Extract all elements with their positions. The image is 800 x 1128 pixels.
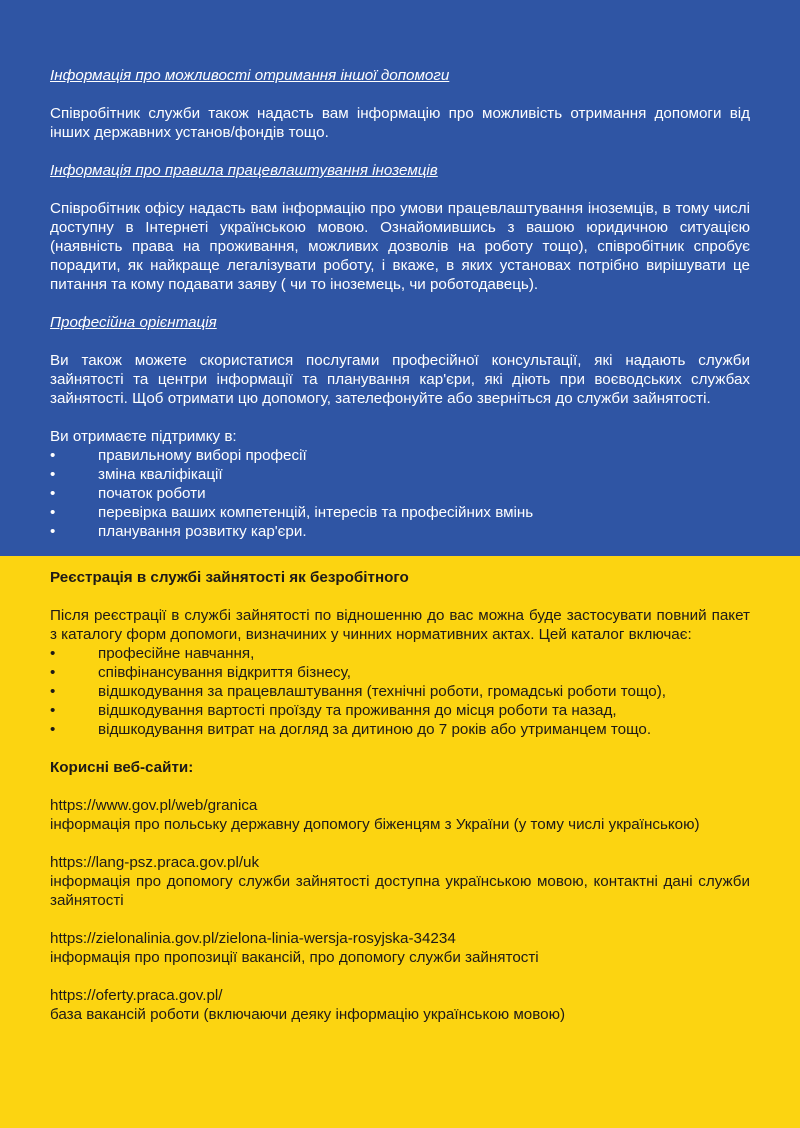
- career-guidance-heading: Професійна орієнтація: [50, 314, 217, 331]
- website-url: https://zielonalinia.gov.pl/zielona-linia-wersja-rosyjska-34234: [50, 930, 456, 947]
- bullet: •: [50, 447, 56, 464]
- list-item: • професійне навчання,: [50, 645, 255, 662]
- website-url: https://oferty.praca.gov.pl/: [50, 987, 223, 1004]
- blue-section-content: [50, 66, 750, 541]
- list-item: • початок роботи: [50, 485, 206, 502]
- website-description: інформація про допомогу служби зайнятості доступна українською мовою, контактні дані служби зайнятості: [50, 873, 750, 909]
- bullet: •: [50, 645, 56, 662]
- career-guidance-text: Ви також можете скористатися послугами професійної консультації, які надають служби зайнятості та центри інформації та планування кар'єри, які діють при воєводських службах зайнятості. Щоб отримати цю допомогу, зателефонуйте або зверніться до служби зайнятості.: [50, 352, 750, 407]
- website-entry: [50, 929, 750, 967]
- registration-heading: Реєстрація в службі зайнятості як безробітного: [50, 569, 409, 586]
- website-url: https://www.gov.pl/web/granica: [50, 797, 258, 814]
- bullet: •: [50, 721, 56, 738]
- bullet: •: [50, 466, 56, 483]
- other-help-heading: Інформація про можливості отримання іншої допомоги: [50, 67, 450, 84]
- website-description: інформація про пропозиції вакансій, про допомогу служби зайнятості: [50, 949, 539, 966]
- support-intro: Ви отримаєте підтримку в:: [50, 428, 237, 445]
- website-description: база вакансій роботи (включаючи деяку інформацію українською мовою): [50, 1006, 566, 1023]
- registration-text: Після реєстрації в службі зайнятості по відношенню до вас можна буде застосувати повний пакет з каталогу форм допомоги, визначиних у чинних нормативних актах. Цей каталог включає:: [50, 607, 750, 643]
- list-item: • планування розвитку кар'єри.: [50, 523, 307, 540]
- bullet: •: [50, 664, 56, 681]
- bullet: •: [50, 702, 56, 719]
- list-item: • перевірка ваших компетенцій, інтересів та професійних вмінь: [50, 504, 534, 521]
- website-entry: [50, 796, 750, 834]
- bullet: •: [50, 523, 56, 540]
- list-item: • відшкодування вартості проїзду та проживання до місця роботи та назад,: [50, 702, 617, 719]
- list-item: • співфінансування відкриття бізнесу,: [50, 664, 351, 681]
- websites-heading: Корисні веб-сайти:: [50, 759, 194, 776]
- yellow-section: [0, 556, 800, 1128]
- list-item: • правильному виборі професії: [50, 447, 307, 464]
- website-entry: [50, 986, 750, 1024]
- bullet: •: [50, 504, 56, 521]
- list-item: • відшкодування за працевлаштування (технічні роботи, громадські роботи тощо),: [50, 683, 667, 700]
- website-entry: [50, 853, 750, 910]
- list-item: • відшкодування витрат на догляд за дитиною до 7 років або утриманцем тощо.: [50, 721, 652, 738]
- employment-rules-heading: Інформація про правила працевлаштування іноземців: [50, 162, 438, 179]
- yellow-section-content: [50, 568, 750, 1024]
- blue-section: [0, 0, 800, 556]
- other-help-text: Співробітник служби також надасть вам інформацію про можливість отримання допомоги від інших державних установ/фондів тощо.: [50, 105, 750, 141]
- website-url: https://lang-psz.praca.gov.pl/uk: [50, 854, 260, 871]
- bullet: •: [50, 683, 56, 700]
- employment-rules-text: Співробітник офісу надасть вам інформацію про умови працевлаштування іноземців, в тому числі доступну в Інтернеті українською мовою. Ознайомившись з вашою юридичною ситуацією (наявність права на проживання, можливих дозволів на роботу тощо), співробітник спробує порадити, як найкраще легалізувати роботу, і вкаже, в яких установах потрібно вирішувати це питання та кому подавати заяву ( чи то іноземець, чи роботодавець).: [50, 200, 750, 293]
- support-list: [50, 446, 750, 541]
- bullet: •: [50, 485, 56, 502]
- registration-list: [50, 644, 750, 739]
- website-description: інформація про польську державну допомогу біженцям з України (у тому числі українською): [50, 816, 700, 833]
- list-item: • зміна кваліфікації: [50, 466, 223, 483]
